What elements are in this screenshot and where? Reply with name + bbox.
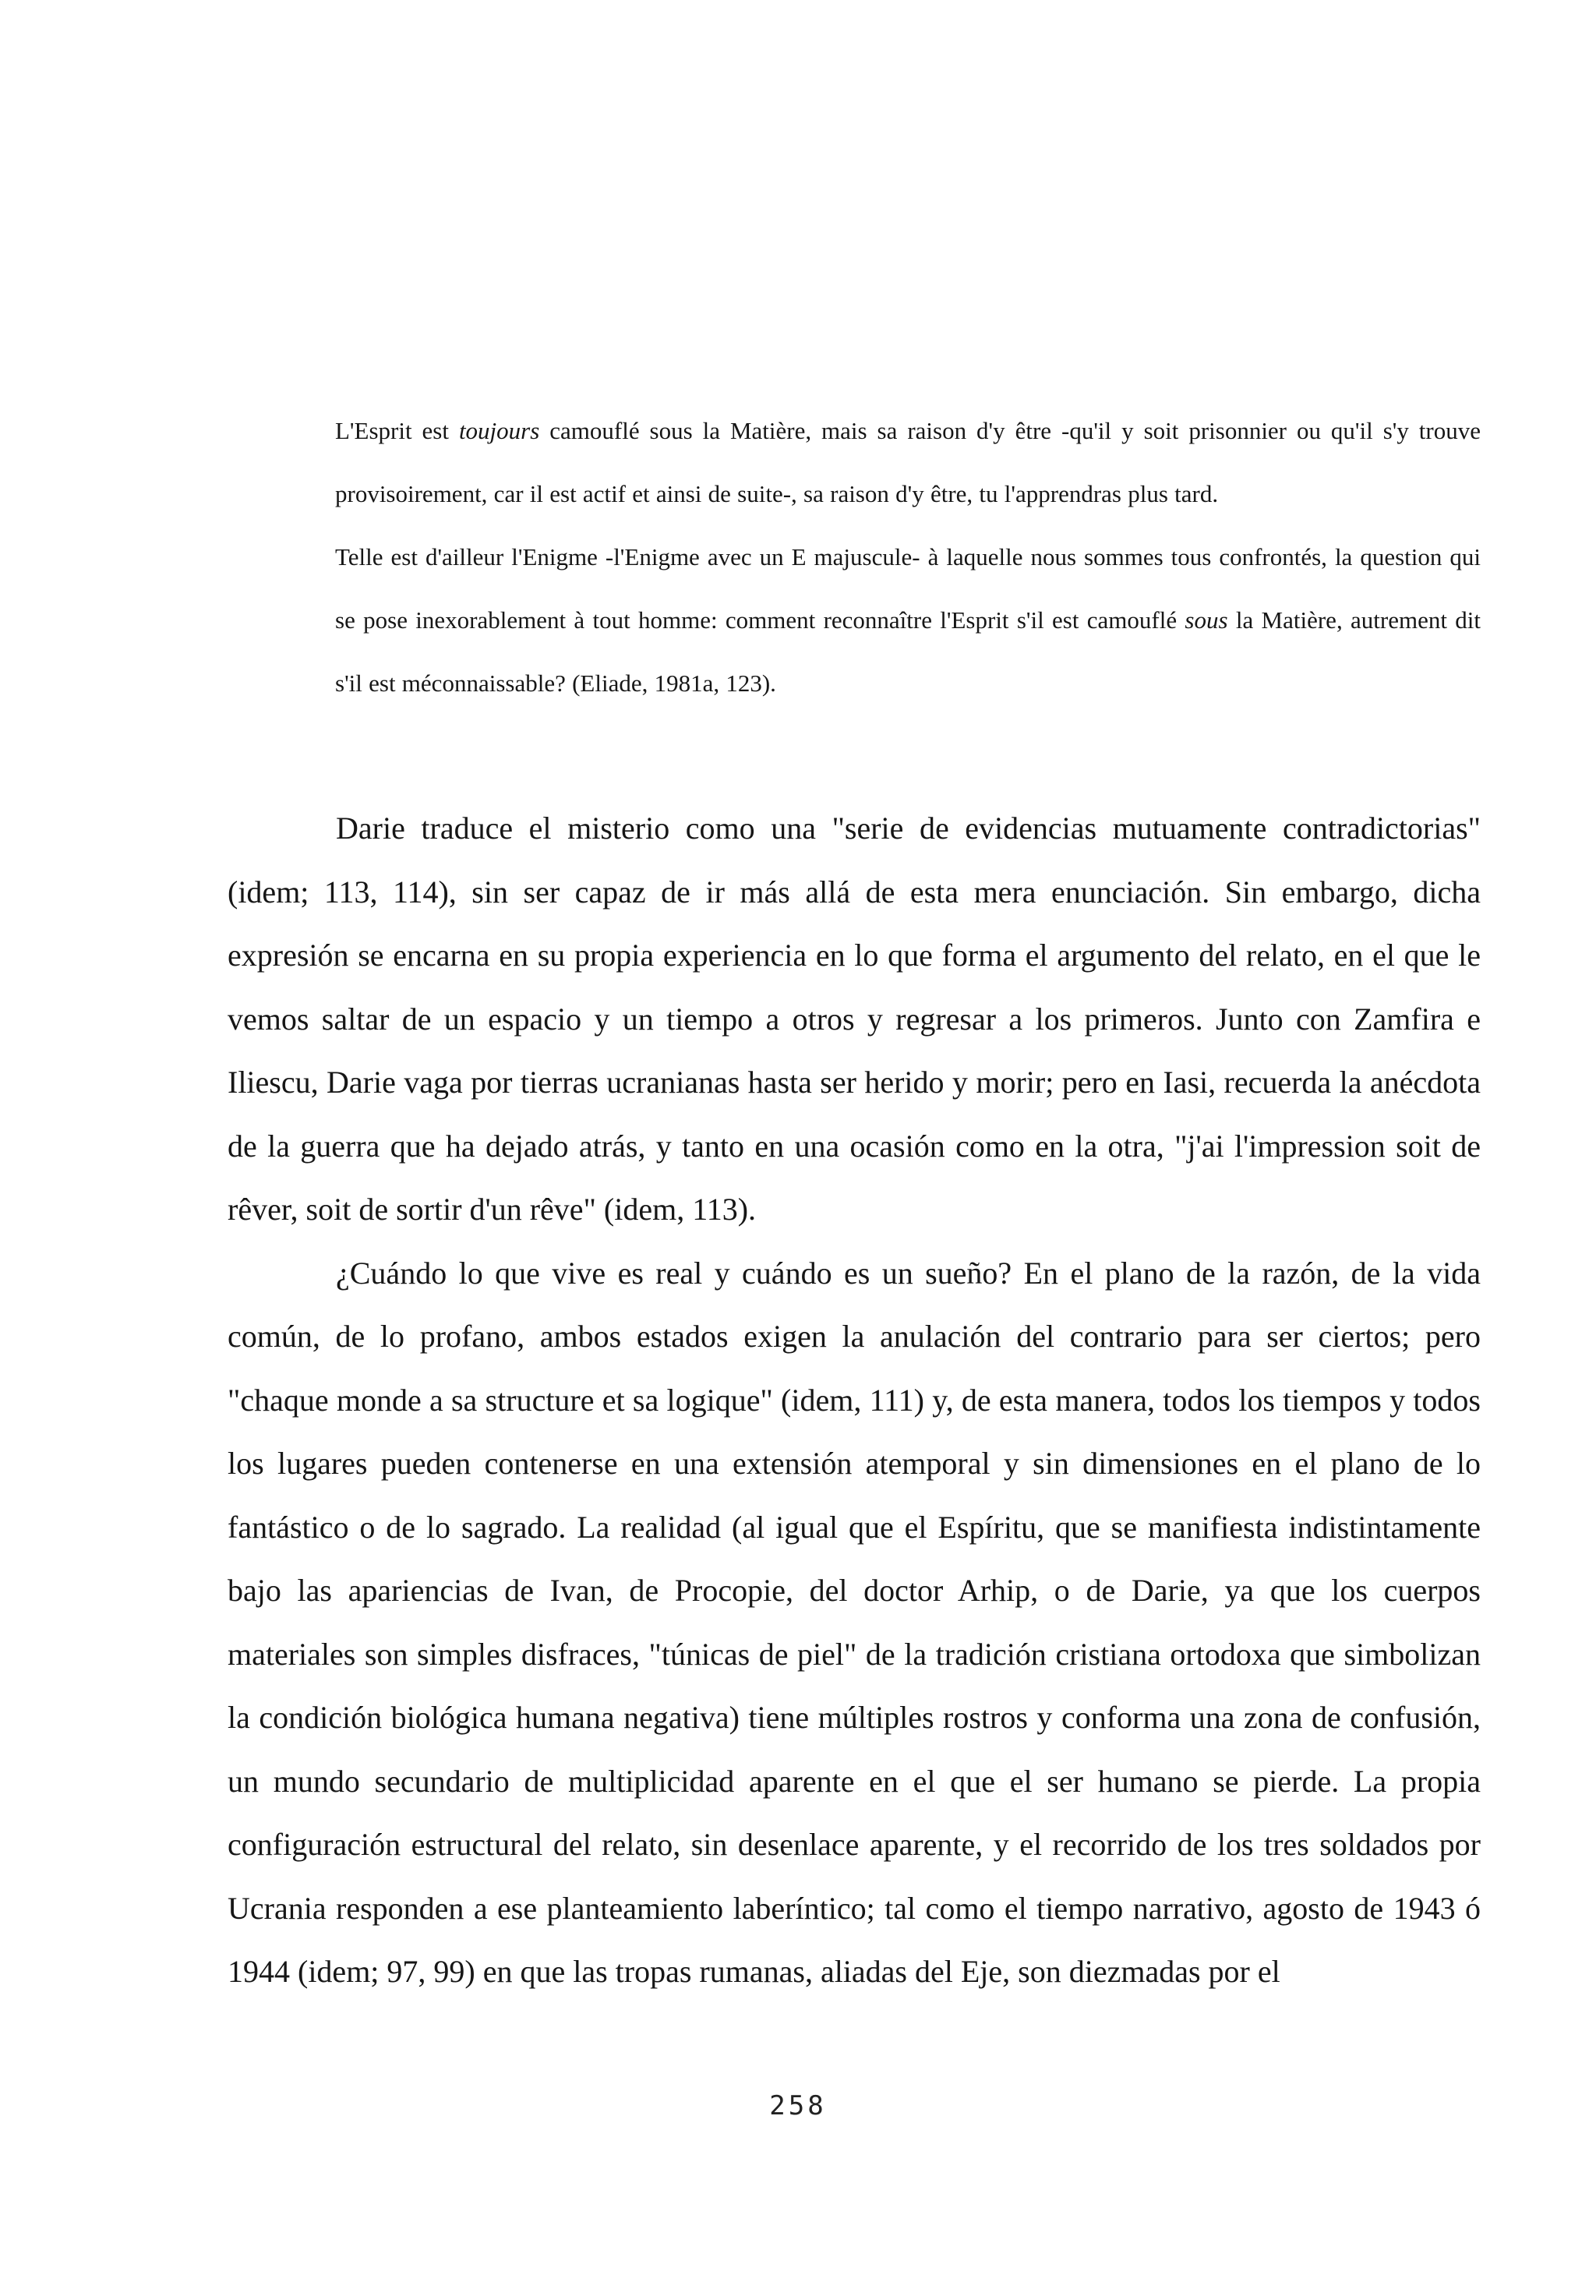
quote-emphasis: sous — [1185, 606, 1228, 634]
quote-paragraph-2 — [335, 525, 1481, 715]
quote-text: camouflé sous la Matière, mais sa raison d'y être -qu'il y soit prisonnier ou qu'il s'y trouve provisoirement, car il est actif et ainsi de suite-, sa raison d'y être, tu l'apprendras plus tard. — [335, 417, 1481, 507]
page-number: 258 — [769, 2090, 827, 2121]
body-paragraph-1: Darie traduce el misterio como una "serie de evidencias mutuamente contradictorias" (idem; 113, 114), sin ser capaz de ir más allá de esta mera enunciación. Sin embargo, dicha expresión se encarna en su propia experiencia en lo que forma el argumento del relato, en el que le vemos saltar de un espacio y un tiempo a otros y regresar a los primeros. Junto con Zamfira e Iliescu, Darie vaga por tierras ucranianas hasta ser herido y morir; pero en Iasi, recuerda la anécdota de la guerra que ha dejado atrás, y tanto en una ocasión como en la otra, "j'ai l'impression soit de rêver, soit de sortir d'un rêve" (idem, 113). — [228, 811, 1481, 1227]
body-paragraph-2: ¿Cuándo lo que vive es real y cuándo es un sueño? En el plano de la razón, de la vida común, de lo profano, ambos estados exigen la anulación del contrario para ser ciertos; pero "chaque monde a sa structure et sa logique" (idem, 111) y, de esta manera, todos los tiempos y todos los lugares pueden contenerse en una extensión atemporal y sin dimensiones en el plano de lo fantástico o de lo sagrado. La realidad (al igual que el Espíritu, que se manifiesta indistintamente bajo las apariencias de Ivan, de Procopie, del doctor Arhip, o de Darie, ya que los cuerpos materiales son simples disfraces, "túnicas de piel" de la tradición cristiana ortodoxa que simbolizan la condición biológica humana negativa) tiene múltiples rostros y conforma una zona de confusión, un mundo secundario de multiplicidad aparente en el que el ser humano se pierde. La propia configuración estructural del relato, sin desenlace aparente, y el recorrido de los tres soldados por Ucrania responden a ese planteamiento laberíntico; tal como el tiempo narrativo, agosto de 1943 ó 1944 (idem; 97, 99) en que las tropas rumanas, aliadas del Eje, son diezmadas por el — [228, 1255, 1481, 1989]
quote-text: la Matière, autrement dit s'il est méconnaissable? (Eliade, 1981a, 123). — [335, 606, 1481, 697]
quote-emphasis: toujours — [458, 417, 540, 444]
quote-text: Telle est d'ailleur l'Enigme -l'Enigme avec un E majuscule- à laquelle nous sommes tous confrontés, la question qui se pose inexorablement à tout homme: comment reconnaître l'Esprit s'il est camouflé — [335, 543, 1481, 634]
quote-paragraph-1 — [335, 399, 1481, 525]
block-quote — [335, 399, 1481, 715]
body-text — [228, 797, 1481, 2004]
quote-text: L'Esprit est — [335, 417, 459, 444]
